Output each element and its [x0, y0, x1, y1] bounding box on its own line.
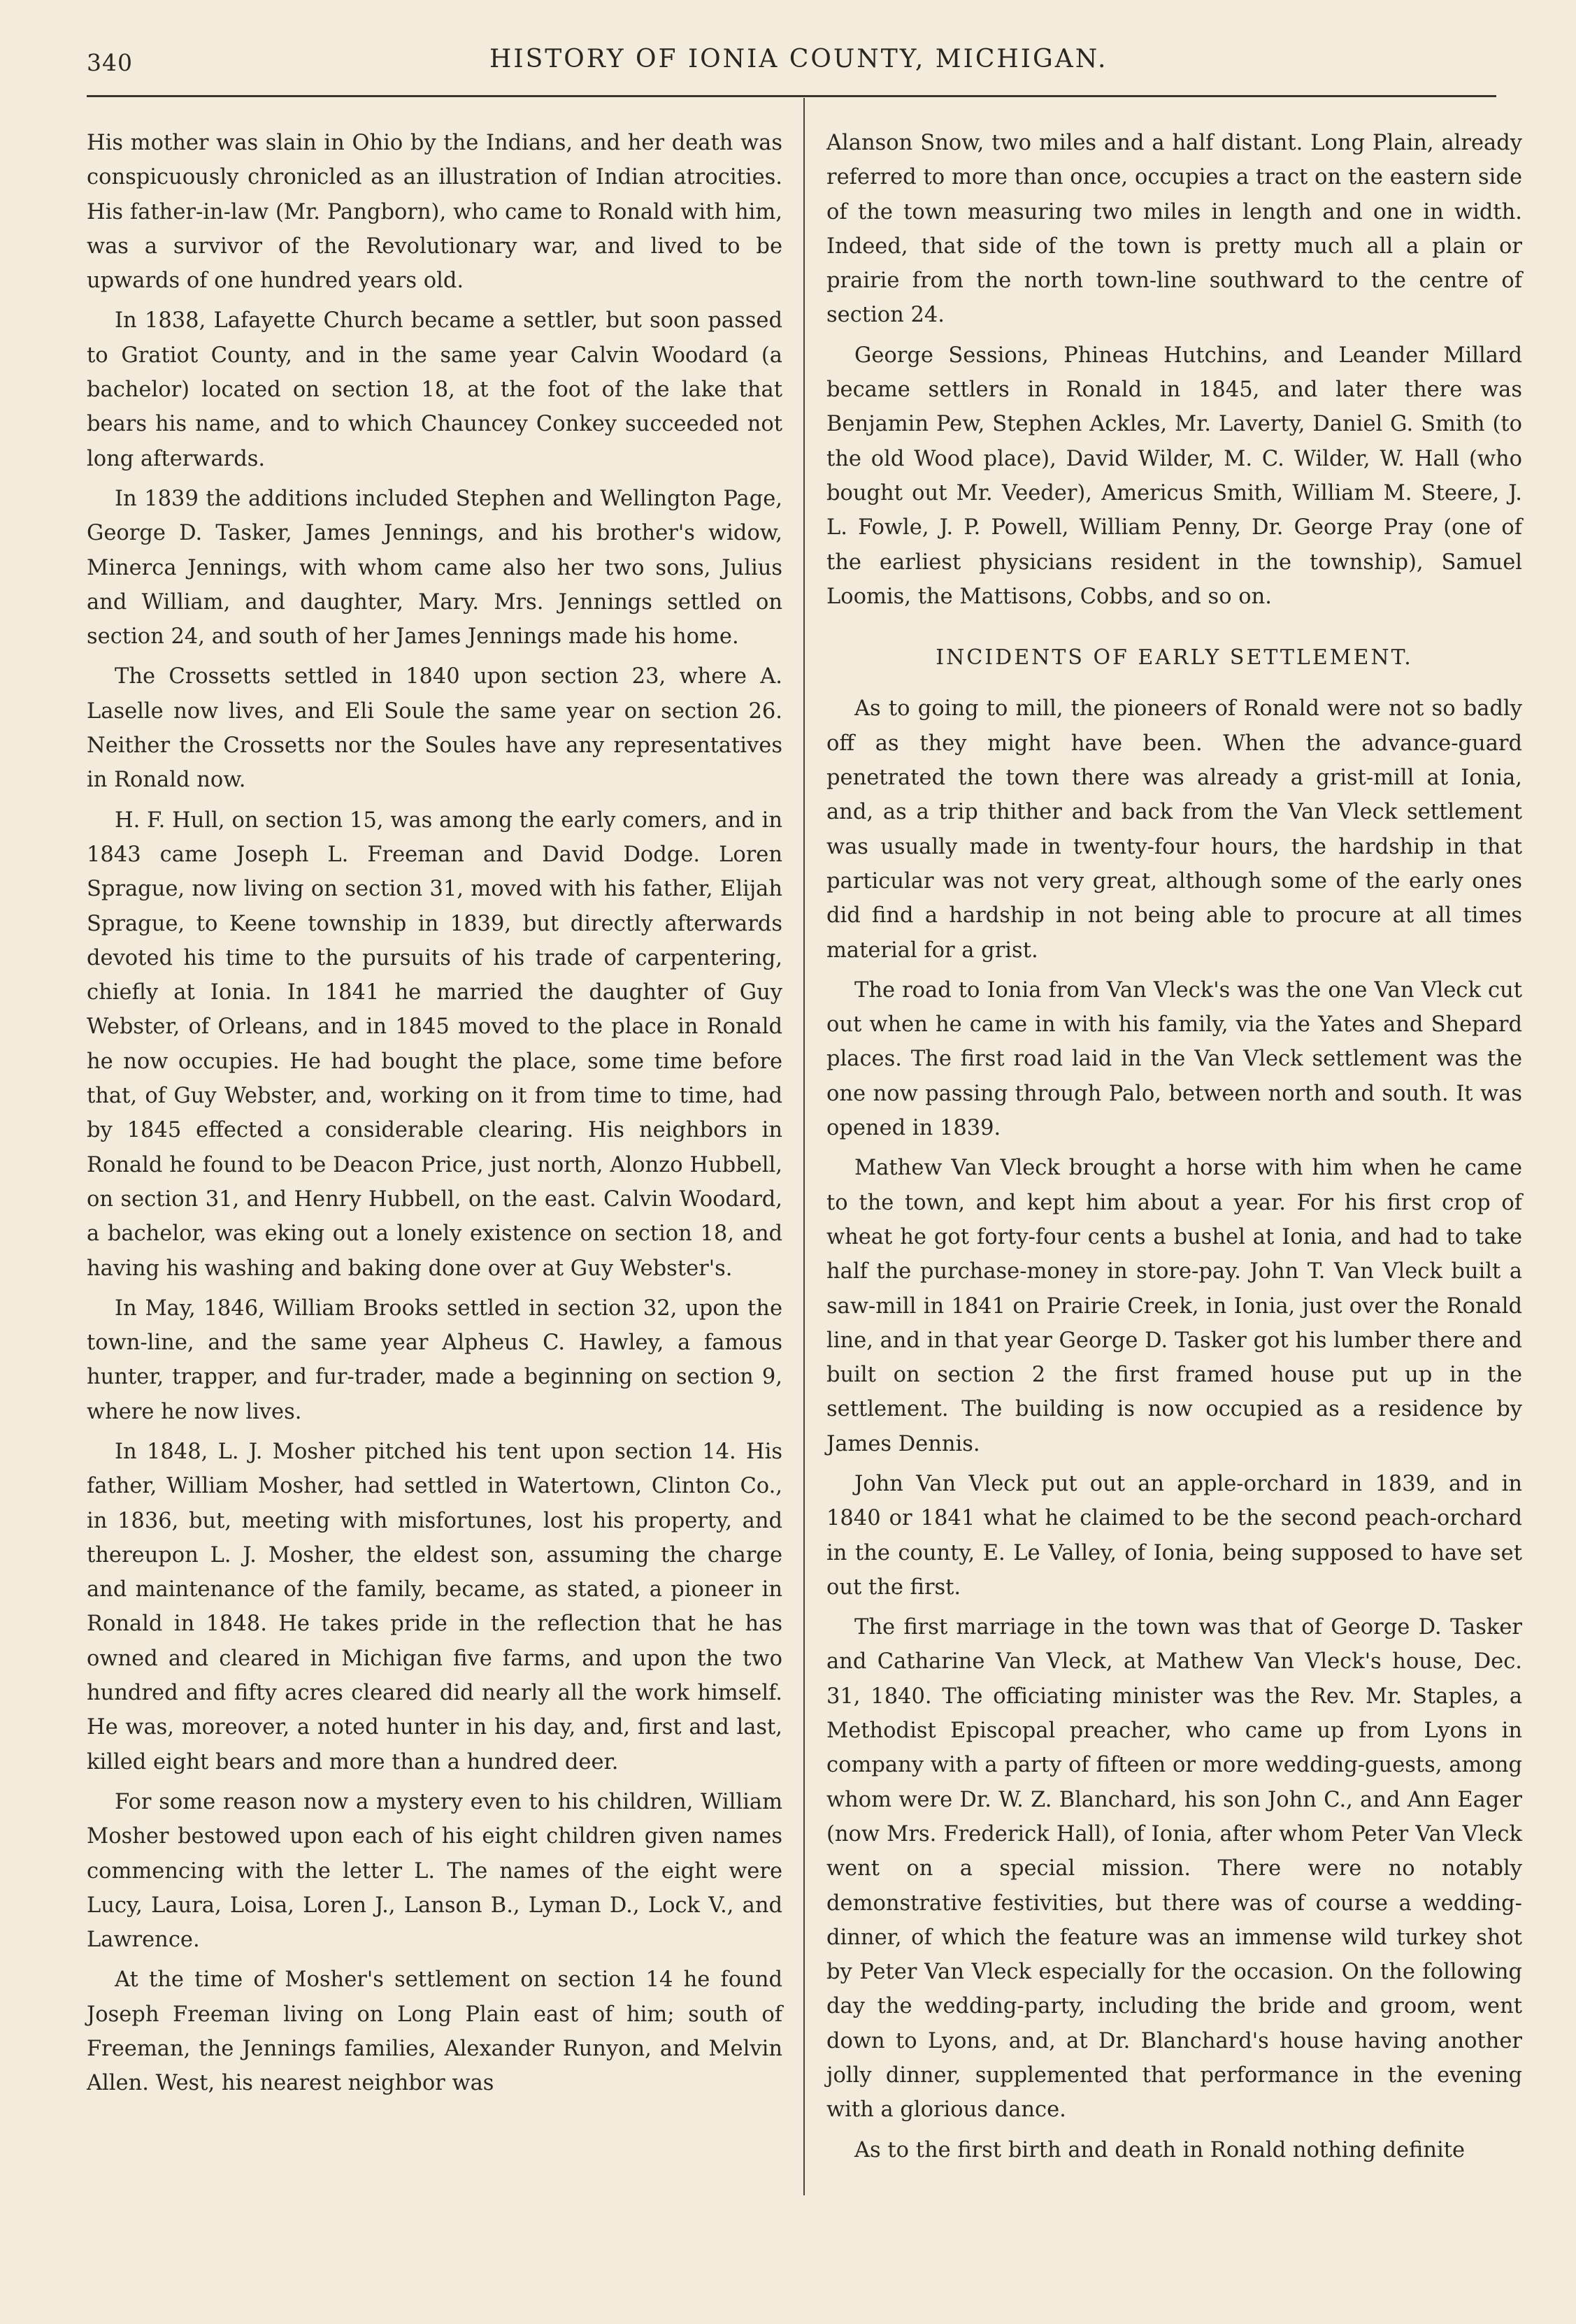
paragraph: In 1838, Lafayette Church became a settler, but soon passed to Gratiot County, and in the same year Calvin Woodard (a bachelor) located on section 18, at the foot of the lake that bears his name, and to which Chauncey Conkey succeeded not long afterwards. — [87, 308, 782, 471]
right-column — [826, 126, 1522, 2173]
running-head-title: HISTORY OF IONIA COUNTY, MICHIGAN. — [489, 45, 1108, 73]
left-column — [87, 126, 782, 2107]
paragraph: His mother was slain in Ohio by the Indians, and her death was conspicuously chronicled as an illustration of Indian atrocities. His father-in-law (Mr. Pangborn), who came to Ronald with him, was a survivor of the Revolutionary war, and lived to be upwards of one hundred years old. — [87, 131, 782, 294]
paragraph: The first marriage in the town was that of George D. Tasker and Catharine Van Vleck, at Mathew Van Vleck's house, Dec. 31, 1840. The officiating minister was the Rev. Mr. Staples, a Methodist Episcopal preacher, who came up from Lyons in company with a party of fifteen or more wedding-guests, among whom were Dr. W. Z. Blanchard, his son John C., and Ann Eager (now Mrs. Frederick Hall), of Ionia, after whom Peter Van Vleck went on a special mission. There were no notably demonstrative festivities, but there was of course a wedding-dinner, of which the feature was an immense wild turkey shot by Peter Van Vleck especially for the occasion. On the following day the wedding-party, including the bride and groom, went down to Lyons, and, at Dr. Blanchard's house having another jolly dinner, supplemented that performance in the evening with a glorious dance. — [826, 1615, 1522, 2123]
paragraph: As to the first birth and death in Ronald nothing definite — [854, 2137, 1466, 2162]
section-heading: INCIDENTS OF EARLY SETTLEMENT. — [936, 645, 1413, 670]
paragraph: H. F. Hull, on section 15, was among the early comers, and in 1843 came Joseph L. Freeman and David Dodge. Loren Sprague, now living on section 31, moved with his father, Elijah Sprague, to Keene township in 1839, but directly afterwards devoted his time to the pursuits of his trade of carpentering, chiefly at Ionia. In 1841 he married the daughter of Guy Webster, of Orleans, and in 1845 moved to the place in Ronald he now occupies. He had bought the place, some time before that, of Guy Webster, and, working on it from time to time, had by 1845 effected a considerable clearing. His neighbors in Ronald he found to be Deacon Price, just north, Alonzo Hubbell, on section 31, and Henry Hubbell, on the east. Calvin Woodard, a bachelor, was eking out a lonely existence on section 18, and having his washing and baking done over at Guy Webster's. — [87, 808, 782, 1281]
paragraph: The road to Ionia from Van Vleck's was the one Van Vleck cut out when he came in with his family, via the Yates and Shepard places. The first road laid in the Van Vleck settlement was the one now passing through Palo, between north and south. It was opened in 1839. — [826, 977, 1522, 1141]
paragraph: At the time of Mosher's settlement on section 14 he found Joseph Freeman living on Long Plain east of him; south of Freeman, the Jennings families, Alexander Runyon, and Melvin Allen. West, his nearest neighbor was — [87, 1967, 782, 2096]
paragraph: As to going to mill, the pioneers of Ronald were not so badly off as they might have been. When the advance-guard penetrated the town there was already a grist-mill at Ionia, and, as a trip thither and back from the Van Vleck settlement was usually made in twenty-four hours, the hardship in that particular was not very great, although some of the early ones did find a hardship in not being able to procure at all times material for a grist. — [826, 696, 1522, 963]
paragraph: In May, 1846, William Brooks settled in section 32, upon the town-line, and the same year Alpheus C. Hawley, a famous hunter, trapper, and fur-trader, made a beginning on section 9, where he now lives. — [87, 1296, 782, 1424]
header-rule — [87, 95, 1496, 97]
paragraph: Mathew Van Vleck brought a horse with him when he came to the town, and kept him about a year. For his first crop of wheat he got forty-four cents a bushel at Ionia, and had to take half the purchase-money in store-pay. John T. Van Vleck built a saw-mill in 1841 on Prairie Creek, in Ionia, just over the Ronald line, and in that year George D. Tasker got his lumber there and built on section 2 the first framed house put up in the settlement. The building is now occupied as a residence by James Dennis. — [826, 1156, 1522, 1456]
paragraph: George Sessions, Phineas Hutchins, and Leander Millard became settlers in Ronald in 1845, and later there was Benjamin Pew, Stephen Ackles, Mr. Laverty, Daniel G. Smith (to the old Wood place), David Wilder, M. C. Wilder, W. Hall (who bought out Mr. Veeder), Americus Smith, William M. Steere, J. L. Fowle, J. P. Powell, William Penny, Dr. George Pray (one of the earliest physicians resident in the township), Samuel Loomis, the Mattisons, Cobbs, and so on. — [826, 343, 1522, 609]
paragraph: In 1839 the additions included Stephen and Wellington Page, George D. Tasker, James Jennings, and his brother's widow, Minerca Jennings, with whom came also her two sons, Julius and William, and daughter, Mary. Mrs. Jennings settled on section 24, and south of her James Jennings made his home. — [87, 486, 782, 650]
page-number: 340 — [87, 49, 133, 76]
paragraph: In 1848, L. J. Mosher pitched his tent upon section 14. His father, William Mosher, had settled in Watertown, Clinton Co., in 1836, but, meeting with misfortunes, lost his property, and thereupon L. J. Mosher, the eldest son, assuming the charge and maintenance of the family, became, as stated, a pioneer in Ronald in 1848. He takes pride in the reflection that he has owned and cleared in Michigan five farms, and upon the two hundred and fifty acres cleared did nearly all the work himself. He was, moreover, a noted hunter in his day, and, first and last, killed eight bears and more than a hundred deer. — [87, 1439, 782, 1774]
paragraph: For some reason now a mystery even to his children, William Mosher bestowed upon each of his eight children given names commencing with the letter L. The names of the eight were Lucy, Laura, Loisa, Loren J., Lanson B., Lyman D., Lock V., and Lawrence. — [87, 1789, 782, 1953]
paragraph: John Van Vleck put out an apple-orchard in 1839, and in 1840 or 1841 what he claimed to be the second peach-orchard in the county, E. Le Valley, of Ionia, being supposed to have set out the first. — [826, 1471, 1522, 1600]
paragraph: Alanson Snow, two miles and a half distant. Long Plain, already referred to more than once, occupies a tract on the eastern side of the town measuring two miles in length and one in width. Indeed, that side of the town is pretty much all a plain or prairie from the north town-line southward to the centre of section 24. — [826, 131, 1522, 328]
paragraph: The Crossetts settled in 1840 upon section 23, where A. Laselle now lives, and Eli Soule the same year on section 26. Neither the Crossetts nor the Soules have any representatives in Ronald now. — [87, 664, 782, 793]
column-divider — [803, 98, 805, 2195]
